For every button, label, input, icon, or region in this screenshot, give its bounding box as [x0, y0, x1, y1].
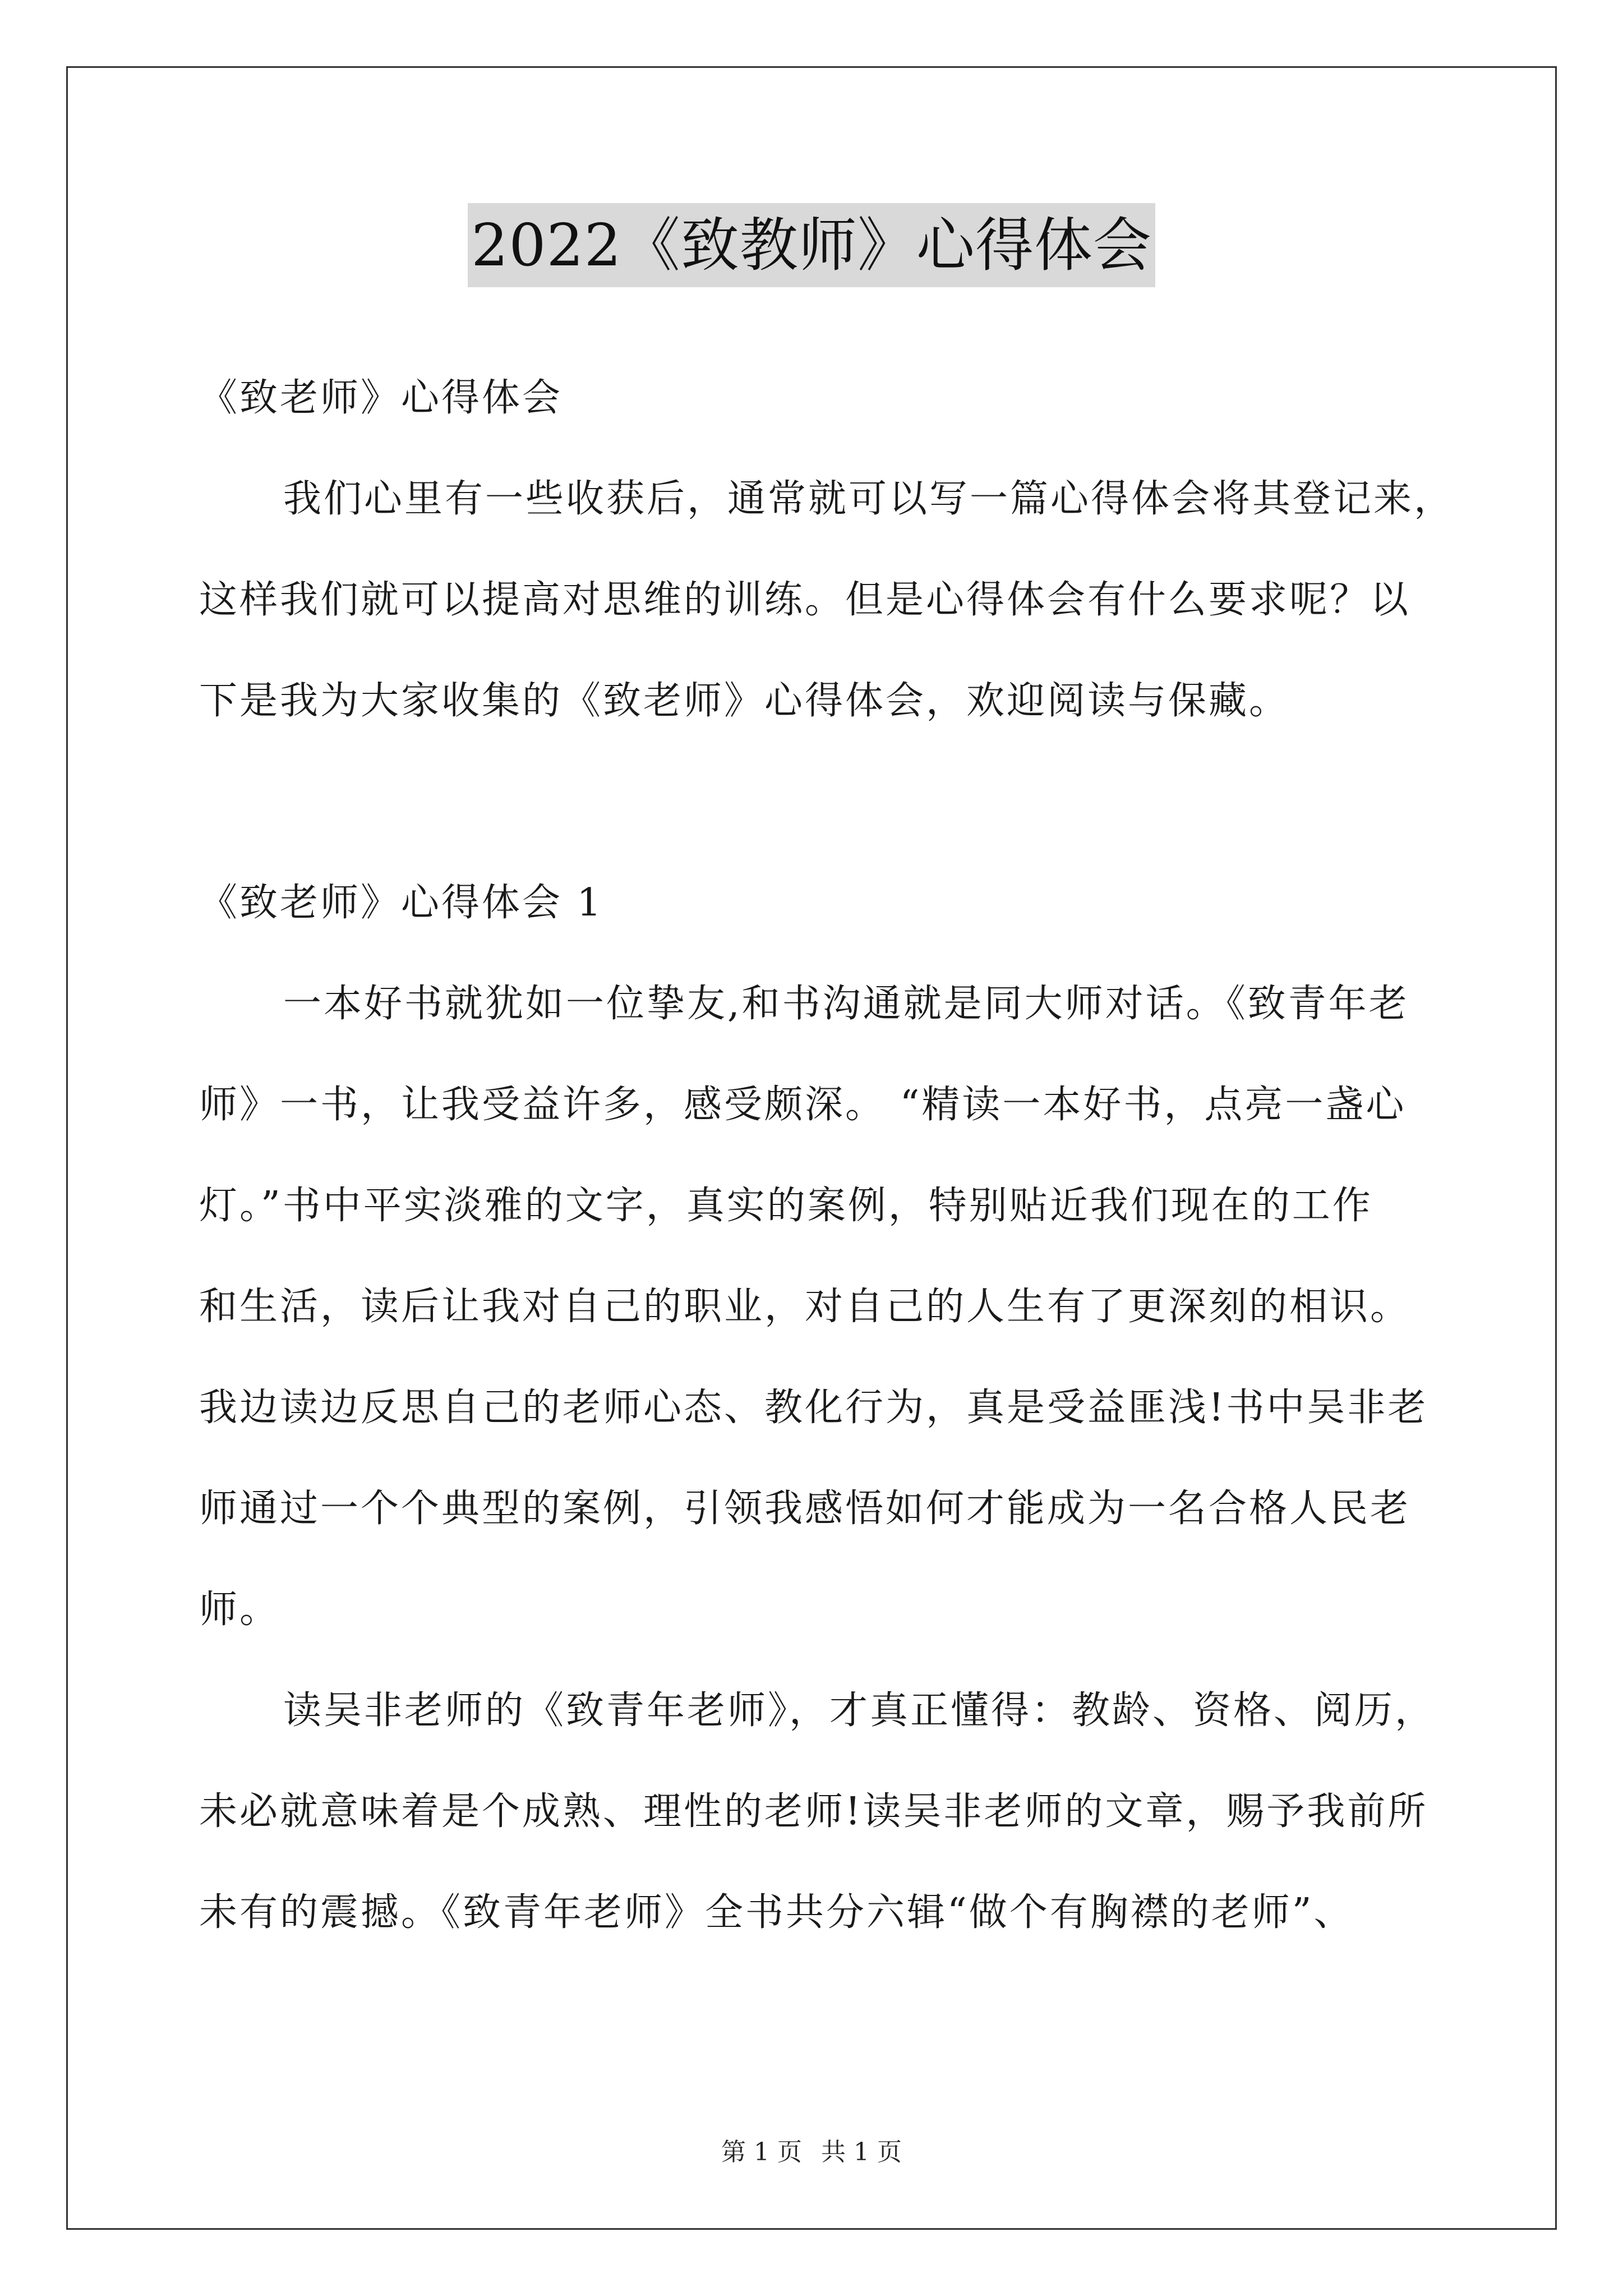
paragraph1-line: 一本好书就犹如一位挚友,和书沟通就是同大师对话。《致青年老 — [283, 982, 1409, 1026]
heading: 《致老师》心得体会 — [199, 376, 563, 420]
page-total: 共 1 页 — [821, 2138, 902, 2166]
paragraph1-line: 师。 — [199, 1588, 280, 1632]
intro-line: 这样我们就可以提高对思维的训练。但是心得体会有什么要求呢？以 — [199, 578, 1411, 622]
paragraph1-line: 灯。”书中平实淡雅的文字，真实的案例，特别贴近我们现在的工作 — [199, 1184, 1373, 1228]
document-body — [199, 348, 1455, 1963]
paragraph1-line: 我边读边反思自己的老师心态、教化行为，真是受益匪浅!书中吴非老 — [199, 1386, 1428, 1430]
paragraph2-line: 未有的震撼。《致青年老师》全书共分六辑“做个有胸襟的老师”、 — [199, 1890, 1354, 1935]
paragraph-gap — [199, 752, 1438, 853]
intro-line: 我们心里有一些收获后，通常就可以写一篇心得体会将其登记来， — [283, 477, 1455, 521]
paragraph2-line: 未必就意味着是个成熟、理性的老师!读吴非老师的文章，赐予我前所 — [199, 1789, 1428, 1834]
paragraph1-line: 师通过一个个典型的案例，引领我感悟如何才能成为一名合格人民老 — [199, 1487, 1411, 1531]
intro-line: 下是我为大家收集的《致老师》心得体会，欢迎阅读与保藏。 — [199, 679, 1290, 723]
page-footer — [0, 2132, 1623, 2168]
title-container — [0, 203, 1623, 287]
document-title: 2022《致教师》心得体会 — [468, 203, 1155, 287]
paragraph2-line: 读吴非老师的《致青年老师》，才真正懂得：教龄、资格、阅历， — [283, 1688, 1436, 1733]
section-heading: 《致老师》心得体会 1 — [199, 881, 603, 925]
page-number: 第 1 页 — [721, 2138, 802, 2166]
paragraph1-line: 和生活，读后让我对自己的职业，对自己的人生有了更深刻的相识。 — [199, 1285, 1411, 1329]
paragraph1-line: 师》一书，让我受益许多，感受颇深。 “精读一本好书，点亮一盏心 — [199, 1083, 1407, 1127]
